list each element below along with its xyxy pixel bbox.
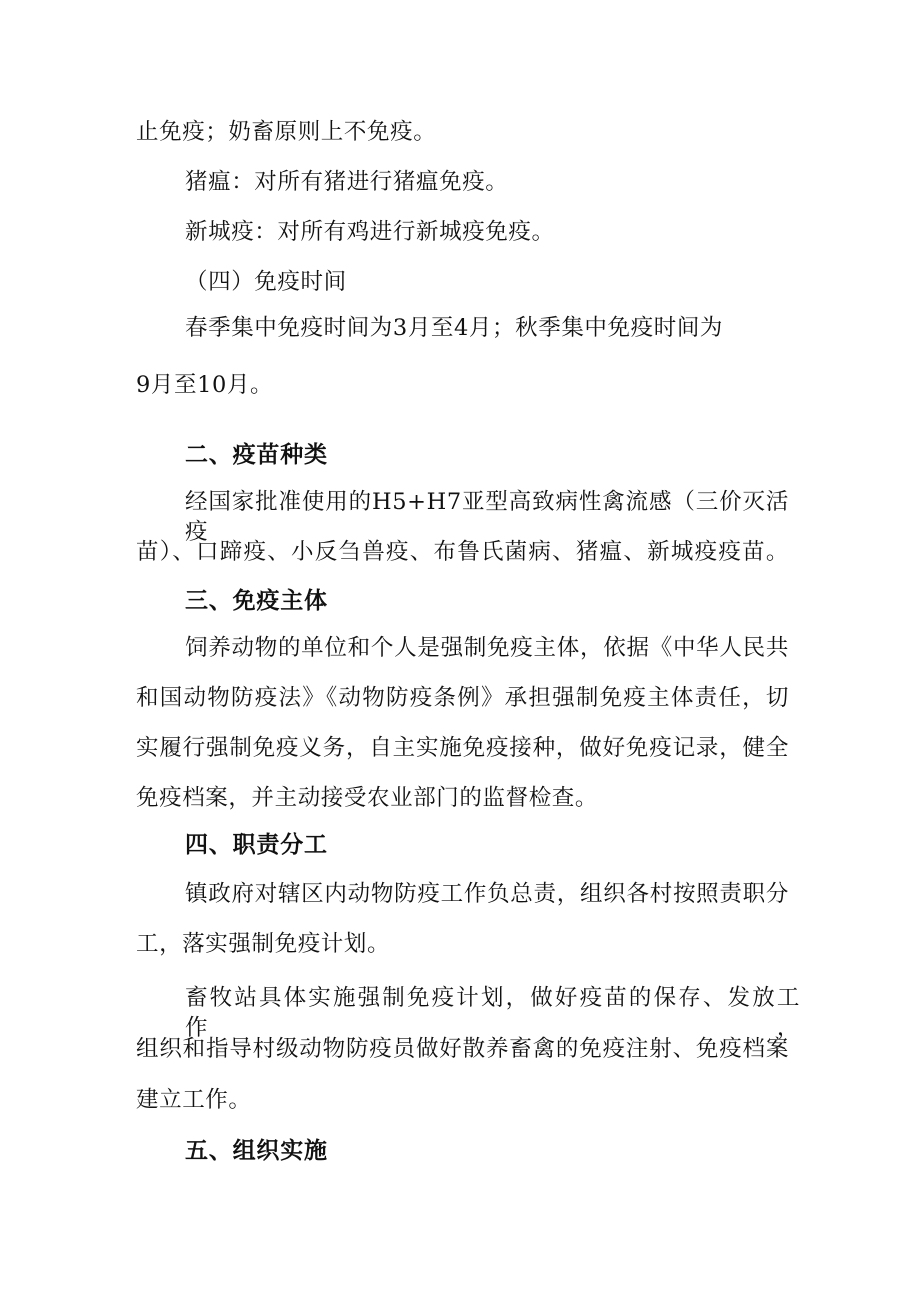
paragraph-line: 9月至10月。 <box>136 372 274 398</box>
paragraph-line: 止免疫；奶畜原则上不免疫。 <box>136 119 437 145</box>
paragraph-line: 建立工作。 <box>136 1087 252 1113</box>
subsection-title: （四）免疫时间 <box>185 269 347 295</box>
section-heading: 五、组织实施 <box>185 1138 328 1164</box>
paragraph-line: 组织和指导村级动物防疫员做好散养畜禽的免疫注射、免疫档案 <box>136 1036 789 1062</box>
paragraph-line: 经国家批准使用的H5+H7亚型高致病性禽流感（三价灭活疫 <box>185 489 789 545</box>
paragraph-line: 饲养动物的单位和个人是强制免疫主体，依据《中华人民共 <box>185 635 789 661</box>
paragraph-line: 新城疫：对所有鸡进行新城疫免疫。 <box>185 219 555 245</box>
section-heading: 二、疫苗种类 <box>185 442 328 468</box>
paragraph-line: 免疫档案，并主动接受农业部门的监督检查。 <box>136 785 599 811</box>
section-heading: 三、免疫主体 <box>185 588 328 614</box>
paragraph-line: 实履行强制免疫义务，自主实施免疫接种，做好免疫记录，健全 <box>136 735 789 761</box>
paragraph-line: 工，落实强制免疫计划。 <box>136 931 391 957</box>
paragraph-line: 畜牧站具体实施强制免疫计划，做好疫苗的保存、发放工作， <box>185 985 800 1041</box>
paragraph-line: 镇政府对辖区内动物防疫工作负总责，组织各村按照责职分 <box>185 881 789 907</box>
section-heading: 四、职责分工 <box>185 832 328 858</box>
paragraph-line: 苗）、口蹄疫、小反刍兽疫、布鲁氏菌病、猪瘟、新城疫疫苗。 <box>136 539 789 565</box>
paragraph-line: 猪瘟：对所有猪进行猪瘟免疫。 <box>185 169 509 195</box>
paragraph-line: 和国动物防疫法》《动物防疫条例》承担强制免疫主体责任，切 <box>136 685 789 711</box>
paragraph-line: 春季集中免疫时间为3月至4月；秋季集中免疫时间为 <box>185 315 724 341</box>
